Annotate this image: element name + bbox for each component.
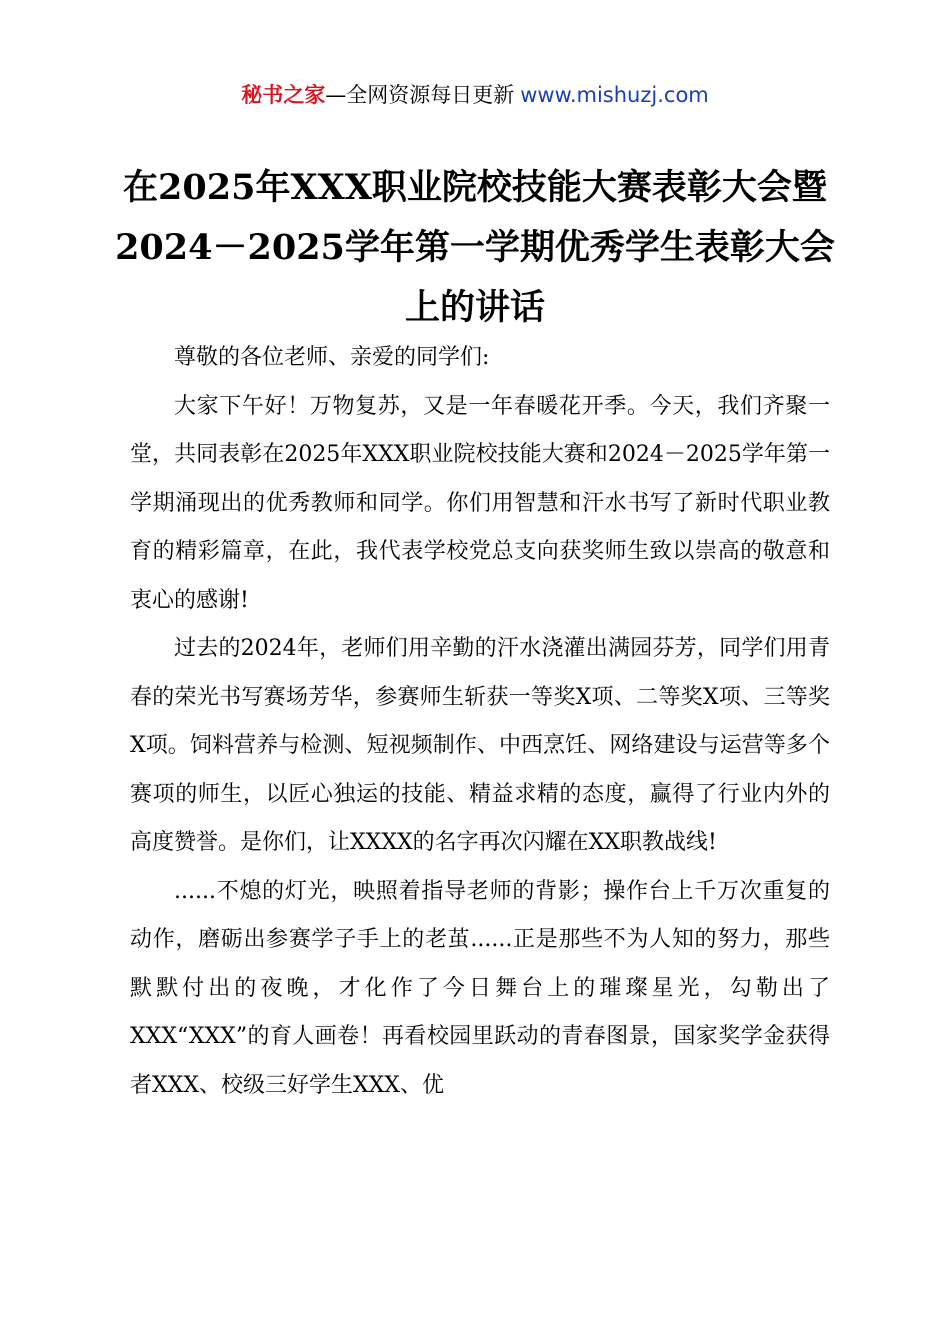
salutation: 尊敬的各位老师、亲爱的同学们: [174, 345, 490, 370]
paragraph-3: ......不熄的灯光，映照着指导老师的背影；操作台上千万次重复的动作，磨砺出参赛学子手上的老茧......正是那些不为人知的努力，那些默默付出的夜晚，才化作了今日舞台上的璀璨星光，勾勒出了XXX“XXX”的育人画卷！再看校园里跃动的青春图景，国家奖学金获得者XXX、校级三好学生XXX、优 [130, 878, 830, 1098]
site-header [0, 80, 950, 110]
site-url-link[interactable]: www.mishuzj.com [520, 83, 709, 107]
paragraph-2: 过去的2024年，老师们用辛勤的汗水浇灌出满园芬芳，同学们用青春的荣光书写赛场芳华，参赛师生斩获一等奖X项、二等奖X项、三等奖X项。饲料营养与检测、短视频制作、中西烹饪、网络建设与运营等多个赛项的师生，以匠心独运的技能、精益求精的态度，赢得了行业内外的高度赞誉。是你们，让XXXX的名字再次闪耀在XX职教战线! [130, 636, 830, 855]
brand-name: 秘书之家 [241, 83, 326, 107]
paragraph-1: 大家下午好！万物复苏，又是一年春暖花开季。今天，我们齐聚一堂，共同表彰在2025年XXX职业院校技能大赛和2024－2025学年第一学期涌现出的优秀教师和同学。你们用智慧和汗水书写了新时代职业教育的精彩篇章，在此，我代表学校党总支向获奖师生致以崇高的敬意和衷心的感谢! [130, 393, 830, 613]
document-title [115, 158, 835, 338]
title-line-3: 上的讲话 [404, 287, 545, 328]
title-line-2: 2024－2025学年第一学期优秀学生表彰大会 [115, 227, 835, 268]
document-body [130, 334, 830, 1110]
header-tagline: —全网资源每日更新 [325, 83, 515, 107]
title-line-1: 在2025年XXX职业院校技能大赛表彰大会暨 [123, 167, 827, 208]
